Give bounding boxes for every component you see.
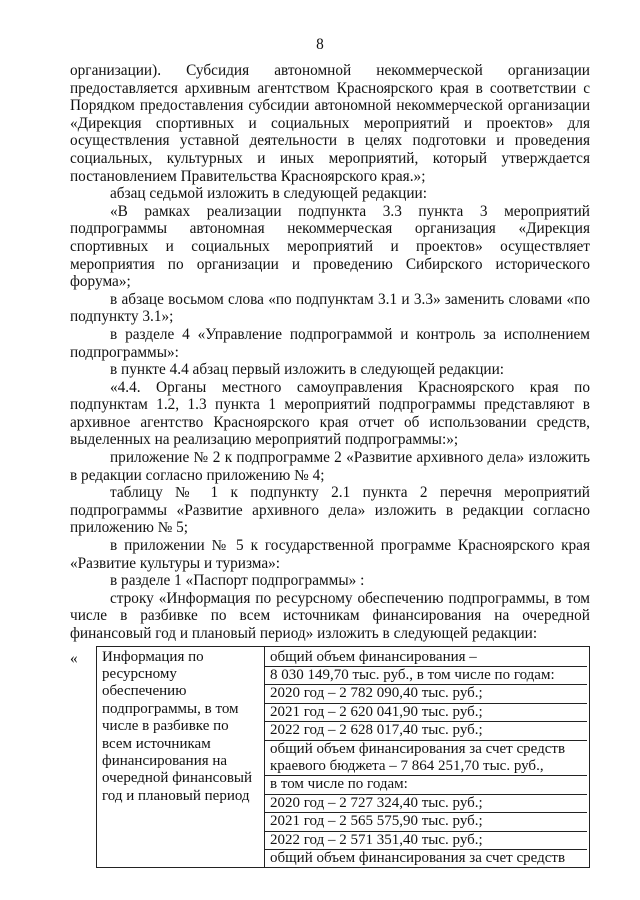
table-value-line: в том числе по годам: <box>265 776 587 794</box>
table-value-line: 8 030 149,70 тыс. руб., в том числе по годам: <box>265 667 587 685</box>
table-value-line: 2022 год – 2 628 017,40 тыс. руб.; <box>265 722 587 740</box>
opening-quote: « <box>70 649 78 667</box>
paragraph-point-4-4: в пункте 4.4 абзац первый изложить в следующей редакции: <box>110 361 505 379</box>
resource-table <box>96 646 590 869</box>
paragraph-section-1: в разделе 1 «Паспорт подпрограммы» : <box>110 572 365 590</box>
table-row <box>97 646 590 868</box>
paragraph-quote-4-4: «4.4. Органы местного самоуправления Красноярского края по подпунктам 1.2, 1.3 пункта 1 мероприятий подпрограммы представляют в архивное агентство Красноярского края отчет об использовании средств, выделенных на реализацию мероприятий подпрограммы:»; <box>70 378 590 449</box>
table-value-line: 2020 год – 2 727 324,40 тыс. руб.; <box>265 795 587 813</box>
paragraph-resource-row: строку «Информация по ресурсному обеспечению подпрограммы, в том числе в разбивке по всем источникам финансирования на очередной финансовый год и плановый период» изложить в следующей редакции: <box>70 589 590 642</box>
table-value-line: 2021 год – 2 620 041,90 тыс. руб.; <box>265 704 587 722</box>
paragraph-amend-8: в абзаце восьмом слова «по подпунктам 3.1 и 3.3» заменить словами «по подпункту 3.1»; <box>70 290 590 326</box>
page-number: 8 <box>316 36 324 53</box>
paragraph-appendix-2: приложение № 2 к подпрограмме 2 «Развитие архивного дела» изложить в редакции согласно приложению № 4; <box>70 449 590 484</box>
table-value-line: общий объем финансирования – <box>265 649 587 667</box>
document-body <box>70 62 590 867</box>
paragraph-subsidy: организации). Субсидия автономной некоммерческой организации предоставляется архивным агентством Красноярского края в соответствии с Порядком предоставления субсидии автономной некоммерческой организации «Дирекция спортивных и социальных мероприятий и проектов» для осуществления уставной деятельности в целях подготовки и проведения социальных, культурных и иных мероприятий, который утверждается постановлением Правительства Красноярского края.»; <box>70 62 590 185</box>
paragraph-section-4: в разделе 4 «Управление подпрограммой и контроль за исполнением подпрограммы»: <box>70 325 590 361</box>
table-label-cell: Информация по ресурсному обеспечению подпрограммы, в том числе в разбивке по всем источникам финансирования на очередной финансовый год и плановый период <box>97 646 265 868</box>
paragraph-quote-3-3: «В рамках реализации подпункта 3.3 пункта 3 мероприятий подпрограммы автономная некоммерческая организация «Дирекция спортивных и социальных мероприятий и проектов» осуществляет мероприятия по организации и проведению Сибирского исторического форума»; <box>70 202 590 291</box>
paragraph-amend-7: абзац седьмой изложить в следующей редакции: <box>110 185 427 203</box>
table-value-cell <box>265 646 590 868</box>
table-value-line: 2021 год – 2 565 575,90 тыс. руб.; <box>265 813 587 831</box>
paragraph-appendix-5: в приложении № 5 к государственной программе Красноярского края «Развитие культуры и туризма»: <box>70 537 590 572</box>
quoted-table-block <box>70 646 590 867</box>
table-value-line: 2020 год – 2 782 090,40 тыс. руб.; <box>265 685 587 703</box>
paragraph-table-1: таблицу № 1 к подпункту 2.1 пункта 2 перечня мероприятий подпрограммы «Развитие архивного дела» изложить в редакции согласно приложению № 5; <box>70 484 590 537</box>
table-value-line: общий объем финансирования за счет средств краевого бюджета – 7 864 251,70 тыс. руб., <box>265 741 587 777</box>
table-value-line: 2022 год – 2 571 351,40 тыс. руб.; <box>265 832 587 850</box>
table-value-line: общий объем финансирования за счет средств <box>270 850 566 867</box>
